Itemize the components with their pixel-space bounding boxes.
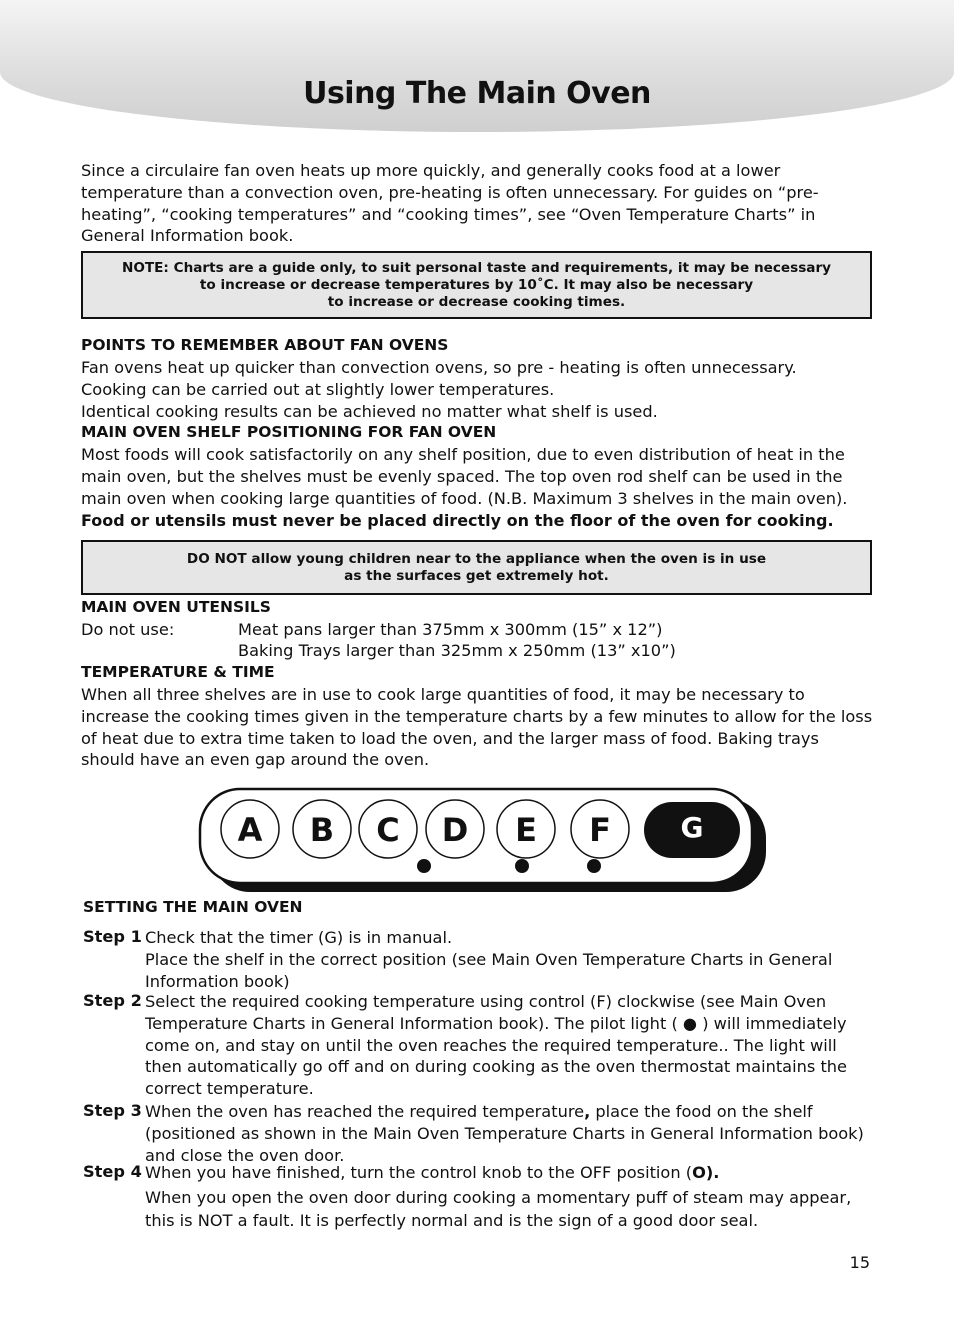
indicator-light-icon bbox=[587, 859, 601, 873]
knob-d-label: D bbox=[441, 811, 469, 849]
knob-f-label: F bbox=[589, 811, 611, 849]
points-line: Identical cooking results can be achieved no matter what shelf is used. bbox=[81, 402, 658, 421]
step-text bbox=[145, 1162, 870, 1184]
page-title: Using The Main Oven bbox=[303, 76, 651, 111]
shelf-heading: MAIN OVEN SHELF POSITIONING FOR FAN OVEN bbox=[81, 423, 497, 441]
knob-e-label: E bbox=[515, 811, 537, 849]
indicator-light-icon bbox=[515, 859, 529, 873]
step-text: When you open the oven door during cooking a momentary puff of steam may appear, this is NOT a fault. It is perfectly normal and is the sign of a good door seal. bbox=[145, 1188, 852, 1230]
pilot-light-icon: ● bbox=[677, 1013, 703, 1033]
step-label: Step 1 bbox=[83, 927, 142, 946]
temperature-body: When all three shelves are in use to cook large quantities of food, it may be necessary to increase the cooking times given in the temperature charts by a few minutes to allow for the loss of heat due to extra time taken to load the oven, and the larger mass of food. Baking trays should have an even gap around the oven. bbox=[81, 685, 873, 770]
intro-paragraph: Since a circulaire fan oven heats up more quickly, and generally cooks food at a lower temperature than a convection oven, pre-heating is often unnecessary. For guides on “pre-heating”, “cooking temperatures” and “cooking times”, see “Oven Temperature Charts” in General Information book. bbox=[81, 161, 819, 246]
step-text bbox=[145, 991, 873, 1100]
utensils-label: Do not use: bbox=[81, 620, 175, 639]
step-text: Place the shelf in the correct position (see Main Oven Temperature Charts in General Information book) bbox=[145, 950, 833, 991]
points-heading: POINTS TO REMEMBER ABOUT FAN OVENS bbox=[81, 336, 449, 354]
note-line: to increase or decrease temperatures by 10˚C. It may also be necessary bbox=[199, 276, 754, 293]
note-box-children bbox=[81, 540, 872, 595]
note-line: DO NOT allow young children near to the appliance when the oven is in use bbox=[186, 550, 767, 567]
points-line: Cooking can be carried out at slightly lower temperatures. bbox=[81, 380, 555, 399]
step-text: Check that the timer (G) is in manual. bbox=[145, 928, 453, 947]
knob-a-label: A bbox=[237, 811, 263, 849]
note-box-charts bbox=[81, 251, 872, 319]
temperature-heading: TEMPERATURE & TIME bbox=[81, 663, 275, 681]
page-number: 15 bbox=[849, 1253, 870, 1272]
step-text-part: place the food on the shelf (positioned as shown in the Main Oven Temperature Charts in General Information book) and close the oven door. bbox=[145, 1102, 864, 1165]
step-text-part: , bbox=[584, 1102, 591, 1121]
note-line: as the surfaces get extremely hot. bbox=[344, 567, 609, 584]
note-line: to increase or decrease cooking times. bbox=[327, 293, 626, 310]
shelf-warning: Food or utensils must never be placed directly on the floor of the oven for cooking. bbox=[81, 511, 834, 530]
step-text-part: When you have finished, turn the control knob to the OFF position ( bbox=[145, 1163, 693, 1182]
indicator-light-icon bbox=[417, 859, 431, 873]
knob-c-label: C bbox=[376, 811, 400, 849]
step-text bbox=[145, 1101, 870, 1166]
step-label: Step 3 bbox=[83, 1101, 142, 1120]
knob-b-label: B bbox=[309, 811, 335, 849]
note-line: NOTE: Charts are a guide only, to suit personal taste and requirements, it may be necessary bbox=[121, 259, 832, 276]
knob-g-label: G bbox=[680, 811, 704, 844]
step-text-part: Select the required cooking temperature using control (F) clockwise (see Main Oven Temperature Charts in General Information book). The pilot light ( bbox=[145, 992, 827, 1033]
step-text-part: ) will immediately come on, and stay on until the oven reaches the required temperature.. The light will then automatically go off and on during cooking as the oven thermostat maintains the correct temperature. bbox=[145, 1013, 848, 1099]
utensils-heading: MAIN OVEN UTENSILS bbox=[81, 598, 271, 616]
utensils-item: Meat pans larger than 375mm x 300mm (15” x 12”) bbox=[238, 620, 663, 639]
step-label: Step 2 bbox=[83, 991, 142, 1010]
step-label: Step 4 bbox=[83, 1162, 142, 1181]
shelf-body: Most foods will cook satisfactorily on any shelf position, due to even distribution of heat in the main oven, but the shelves must be evenly spaced. The top oven rod shelf can be used in the main oven when cooking large quantities of food. (N.B. Maximum 3 shelves in the main oven). bbox=[81, 445, 848, 508]
control-panel-diagram bbox=[196, 786, 770, 898]
utensils-item: Baking Trays larger than 325mm x 250mm (13” x10”) bbox=[238, 641, 676, 660]
points-line: Fan ovens heat up quicker than convection ovens, so pre - heating is often unnecessary. bbox=[81, 358, 797, 377]
step-text-part: When the oven has reached the required temperature bbox=[145, 1102, 585, 1121]
header-band bbox=[0, 0, 954, 132]
off-symbol: O). bbox=[692, 1163, 720, 1182]
setting-heading: SETTING THE MAIN OVEN bbox=[83, 898, 303, 916]
